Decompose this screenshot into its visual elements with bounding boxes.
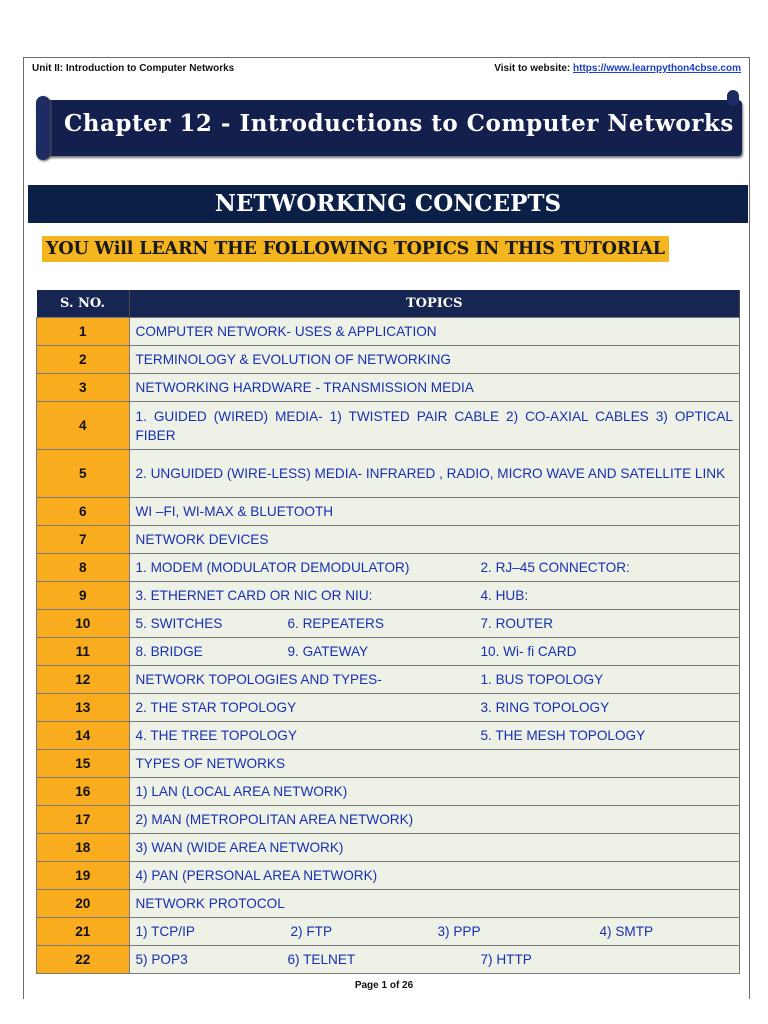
- topic-cell: [129, 862, 740, 890]
- serial-number: 21: [37, 918, 130, 946]
- topic-cell: [129, 806, 740, 834]
- topic-item: 1. MODEM (MODULATOR DEMODULATOR): [135, 560, 410, 575]
- serial-number: 3: [37, 374, 130, 402]
- page-number: Page 1 of 26: [354, 980, 414, 991]
- table-row: [37, 450, 740, 498]
- topic-cell: [129, 374, 740, 402]
- topic-cell: [129, 694, 740, 722]
- topic-item: 3) WAN (WIDE AREA NETWORK): [135, 840, 344, 855]
- topic-item: 6) TELNET: [287, 952, 356, 967]
- topic-item: 4) SMTP: [599, 924, 654, 939]
- serial-number: 18: [37, 834, 130, 862]
- topic-item: 9. GATEWAY: [287, 644, 369, 659]
- topic-item: 7. ROUTER: [480, 616, 554, 631]
- topic-cell: [129, 890, 740, 918]
- table-row: [37, 778, 740, 806]
- serial-number: 5: [37, 450, 130, 498]
- topic-item: 1) TCP/IP: [135, 924, 195, 939]
- topic-item: NETWORKING HARDWARE - TRANSMISSION MEDIA: [135, 380, 474, 395]
- unit-header: Unit II: Introduction to Computer Networks: [32, 63, 235, 74]
- website-link[interactable]: https://www.learnpython4cbse.com: [573, 63, 741, 74]
- topic-cell: [129, 750, 740, 778]
- topic-item: 4. HUB:: [480, 588, 529, 603]
- topic-item: TERMINOLOGY & EVOLUTION OF NETWORKING: [135, 352, 451, 367]
- topic-cell: [129, 722, 740, 750]
- chapter-banner: [36, 96, 741, 160]
- serial-number: 13: [37, 694, 130, 722]
- topic-item: 1) LAN (LOCAL AREA NETWORK): [135, 784, 348, 799]
- chapter-banner-body: [44, 100, 742, 156]
- topic-cell: [129, 318, 740, 346]
- visit-label: Visit to website:: [494, 63, 573, 74]
- table-row: [37, 834, 740, 862]
- topic-cell: [129, 638, 740, 666]
- serial-number: 11: [37, 638, 130, 666]
- topic-item: 10. Wi- fi CARD: [480, 644, 577, 659]
- table-header-row: [37, 290, 740, 318]
- serial-number: 10: [37, 610, 130, 638]
- topic-text: 2. UNGUIDED (WIRE-LESS) MEDIA- INFRARED , RADIO, MICRO WAVE AND SATELLITE LINK: [135, 466, 726, 481]
- sno-header: S. NO.: [37, 290, 130, 318]
- topic-item: 2. RJ–45 CONNECTOR:: [480, 560, 630, 575]
- topic-item: COMPUTER NETWORK- USES & APPLICATION: [135, 324, 437, 339]
- table-row: [37, 638, 740, 666]
- serial-number: 1: [37, 318, 130, 346]
- serial-number: 8: [37, 554, 130, 582]
- table-row: [37, 862, 740, 890]
- topic-text: 1. GUIDED (WIRED) MEDIA- 1) TWISTED PAIR CABLE 2) CO-AXIAL CABLES 3) OPTICAL FIBER: [135, 408, 733, 443]
- topics-header: TOPICS: [129, 290, 740, 318]
- serial-number: 15: [37, 750, 130, 778]
- table-row: [37, 666, 740, 694]
- topic-cell: [129, 346, 740, 374]
- table-row: [37, 318, 740, 346]
- serial-number: 9: [37, 582, 130, 610]
- document-page: [23, 57, 750, 999]
- table-row: [37, 346, 740, 374]
- table-row: [37, 374, 740, 402]
- table-row: [37, 498, 740, 526]
- table-row: [37, 402, 740, 450]
- topic-item: 5. SWITCHES: [135, 616, 223, 631]
- topic-item: 5. THE MESH TOPOLOGY: [480, 728, 646, 743]
- topic-cell: [129, 402, 740, 450]
- topic-item: 6. REPEATERS: [287, 616, 384, 631]
- topic-item: NETWORK PROTOCOL: [135, 896, 285, 911]
- table-row: [37, 610, 740, 638]
- table-row: [37, 890, 740, 918]
- topics-table: [36, 290, 740, 974]
- serial-number: 17: [37, 806, 130, 834]
- topic-item: 2) MAN (METROPOLITAN AREA NETWORK): [135, 812, 414, 827]
- topic-cell: [129, 450, 740, 498]
- topic-cell: [129, 610, 740, 638]
- topic-cell: [129, 666, 740, 694]
- serial-number: 22: [37, 946, 130, 974]
- serial-number: 14: [37, 722, 130, 750]
- table-row: [37, 582, 740, 610]
- website-header: [494, 63, 741, 74]
- topic-item: 4. THE TREE TOPOLOGY: [135, 728, 297, 743]
- table-row: [37, 918, 740, 946]
- table-row: [37, 722, 740, 750]
- topic-cell: [129, 526, 740, 554]
- topic-cell: [129, 946, 740, 974]
- topic-item: 5) POP3: [135, 952, 188, 967]
- topic-cell: [129, 554, 740, 582]
- serial-number: 6: [37, 498, 130, 526]
- topic-item: 2) FTP: [290, 924, 333, 939]
- section-title: NETWORKING CONCEPTS: [28, 185, 748, 223]
- topic-item: 8. BRIDGE: [135, 644, 203, 659]
- table-row: [37, 554, 740, 582]
- serial-number: 7: [37, 526, 130, 554]
- topic-item: 3. RING TOPOLOGY: [480, 700, 610, 715]
- table-row: [37, 946, 740, 974]
- topic-item: NETWORK TOPOLOGIES AND TYPES-: [135, 672, 382, 687]
- topic-cell: [129, 834, 740, 862]
- topics-body: [37, 318, 740, 974]
- topic-cell: [129, 582, 740, 610]
- topic-item: 4) PAN (PERSONAL AREA NETWORK): [135, 868, 378, 883]
- table-row: [37, 750, 740, 778]
- scroll-curl-right: [727, 90, 739, 106]
- serial-number: 20: [37, 890, 130, 918]
- topic-item: 7) HTTP: [480, 952, 532, 967]
- topic-cell: [129, 498, 740, 526]
- topic-item: TYPES OF NETWORKS: [135, 756, 286, 771]
- scroll-curl-left: [36, 96, 50, 160]
- serial-number: 2: [37, 346, 130, 374]
- topic-item: 1. BUS TOPOLOGY: [480, 672, 604, 687]
- serial-number: 4: [37, 402, 130, 450]
- topic-item: 3. ETHERNET CARD OR NIC OR NIU:: [135, 588, 373, 603]
- table-row: [37, 694, 740, 722]
- topic-item: 2. THE STAR TOPOLOGY: [135, 700, 297, 715]
- topic-item: NETWORK DEVICES: [135, 532, 269, 547]
- table-row: [37, 526, 740, 554]
- chapter-title: Chapter 12 - Introductions to Computer Networks: [64, 110, 734, 137]
- topic-item: WI –FI, WI-MAX & BLUETOOTH: [135, 504, 334, 519]
- serial-number: 19: [37, 862, 130, 890]
- learn-banner: YOU Will LEARN THE FOLLOWING TOPICS IN THIS TUTORIAL: [42, 236, 669, 262]
- serial-number: 12: [37, 666, 130, 694]
- topic-cell: [129, 918, 740, 946]
- serial-number: 16: [37, 778, 130, 806]
- topic-item: 3) PPP: [437, 924, 481, 939]
- table-row: [37, 806, 740, 834]
- topic-cell: [129, 778, 740, 806]
